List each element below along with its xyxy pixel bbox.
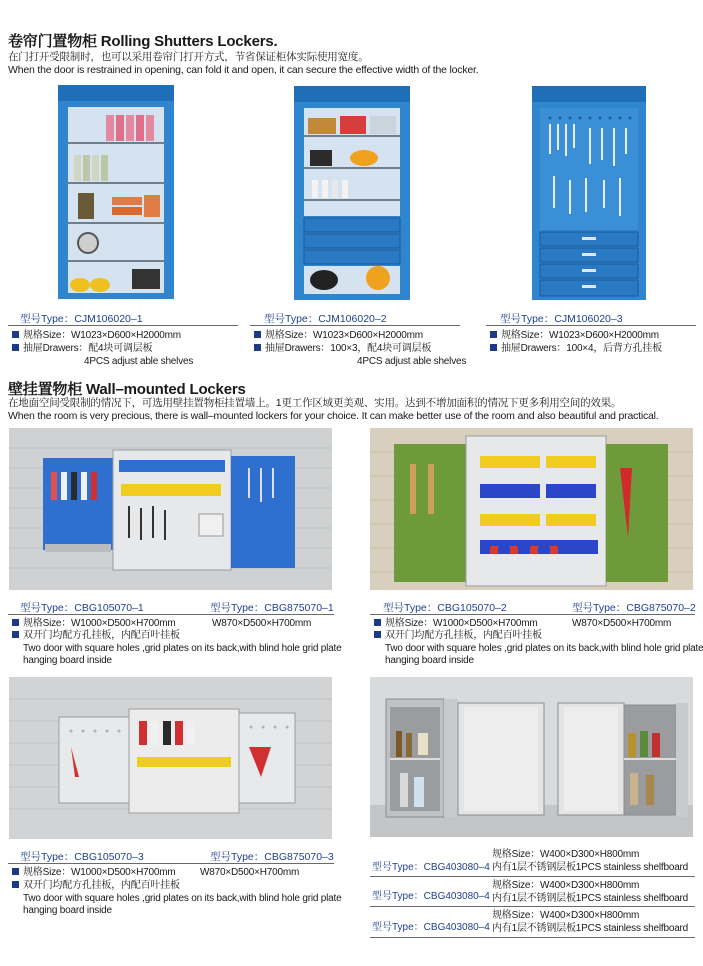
wall-cabinet-1-model-b: 型号Type：CBG875070–1 (210, 602, 334, 614)
section2-desc-en: When the room is very precious, there is wall–mounted lockers for your choice. It can make better use of the room and also beautiful and practical. (8, 410, 659, 422)
stainless-2-size: 规格Size：W400×D300×H800mm (492, 880, 640, 891)
locker-1-model: 型号Type：CJM106020–1 (20, 313, 143, 325)
wall-cabinet-image-3 (9, 677, 332, 839)
section1-desc-en: When the door is restrained in opening, can fold it and open, it can secure the effective width of the locker. (8, 64, 479, 76)
divider (250, 325, 460, 326)
wall-cabinet-2-model-a: 型号Type：CBG105070–2 (383, 602, 507, 614)
section1-desc-cn: 在门打开受限制时，也可以采用卷帘门打开方式，节省保证柜体实际使用宽度。 (8, 51, 369, 63)
locker-image-2 (292, 84, 412, 302)
wall-cabinet-3-note2: hanging board inside (23, 905, 112, 916)
stainless-2-shelf: 内有1层不锈钢层板1PCS stainless shelfboard (492, 893, 689, 904)
section2-desc-cn: 在地面空间受限制的情况下，可选用壁挂置物柜挂置墙上。1更工作区域更美观、实用。达到不增加面积的情况下更多利用空间的效果。 (8, 397, 622, 409)
divider (370, 614, 695, 615)
section1-title: 卷帘门置物柜 Rolling Shutters Lockers. (8, 33, 278, 50)
wall-cabinet-1-size-a: 规格Size：W1000×D500×H700mm (12, 618, 176, 631)
locker-1-size: 规格Size：W1023×D600×H2000mm (12, 330, 181, 343)
stainless-1-size: 规格Size：W400×D300×H800mm (492, 849, 640, 860)
locker-3-drawers: 抽屉Drawers：100×4，后背方孔挂板 (490, 343, 662, 356)
locker-image-3 (530, 84, 648, 302)
wall-cabinet-1-model-a: 型号Type：CBG105070–1 (20, 602, 144, 614)
wall-cabinet-1-size-b: W870×D500×H700mm (212, 618, 312, 629)
wall-cabinet-3-model-b: 型号Type：CBG875070–3 (210, 851, 334, 863)
wall-cabinet-2-model-b: 型号Type：CBG875070–2 (572, 602, 696, 614)
divider (486, 325, 696, 326)
stainless-1-shelf: 内有1层不锈钢层板1PCS stainless shelfboard (492, 862, 689, 873)
wall-cabinet-1-feature: 双开门均配方孔挂板，内配百叶挂板 (12, 630, 180, 643)
wall-cabinet-3-note1: Two door with square holes ,grid plates on its back,with blind hole grid plate (23, 893, 342, 904)
wall-cabinet-2-size-a: 规格Size：W1000×D500×H700mm (374, 618, 538, 631)
locker-1-drawers: 抽屉Drawers：配4块可调层板 (12, 343, 152, 356)
wall-cabinet-2-size-b: W870×D500×H700mm (572, 618, 672, 629)
stainless-cabinet-image (370, 677, 693, 837)
locker-3-model: 型号Type：CJM106020–3 (500, 313, 623, 325)
wall-cabinet-3-size-b: W870×D500×H700mm (200, 867, 300, 878)
locker-2-size: 规格Size：W1023×D600×H2000mm (254, 330, 423, 343)
divider (8, 325, 238, 326)
wall-cabinet-image-2 (370, 428, 693, 590)
wall-cabinet-2-feature: 双开门均配方孔挂板，内配百叶挂板 (374, 630, 542, 643)
locker-3-size: 规格Size：W1023×D600×H2000mm (490, 330, 659, 343)
locker-2-extra: 4PCS adjust able shelves (357, 356, 467, 367)
stainless-2-model: 型号Type：CBG403080–4 (372, 891, 490, 902)
divider (370, 937, 695, 938)
wall-cabinet-2-note1: Two door with square holes ,grid plates on its back,with blind hole grid plate (385, 643, 703, 654)
wall-cabinet-1-note1: Two door with square holes ,grid plates on its back,with blind hole grid plate (23, 643, 342, 654)
locker-image-1 (56, 83, 176, 301)
stainless-1-model: 型号Type：CBG403080–4 (372, 862, 490, 873)
locker-2-drawers: 抽屉Drawers：100×3，配4块可调层板 (254, 343, 431, 356)
wall-cabinet-2-note2: hanging board inside (385, 655, 474, 666)
divider (370, 876, 695, 877)
wall-cabinet-3-size-a: 规格Size：W1000×D500×H700mm (12, 867, 176, 880)
wall-cabinet-image-1 (9, 428, 332, 590)
wall-cabinet-1-note2: hanging board inside (23, 655, 112, 666)
divider (8, 614, 334, 615)
wall-cabinet-3-feature: 双开门均配方孔挂板，内配百叶挂板 (12, 880, 180, 893)
stainless-3-model: 型号Type：CBG403080–4 (372, 922, 490, 933)
section2-title: 壁挂置物柜 Wall–mounted Lockers (8, 381, 246, 398)
divider (370, 906, 695, 907)
locker-1-extra: 4PCS adjust able shelves (84, 356, 194, 367)
locker-2-model: 型号Type：CJM106020–2 (264, 313, 387, 325)
stainless-3-shelf: 内有1层不锈钢层板1PCS stainless shelfboard (492, 923, 689, 934)
divider (8, 863, 334, 864)
stainless-3-size: 规格Size：W400×D300×H800mm (492, 910, 640, 921)
wall-cabinet-3-model-a: 型号Type：CBG105070–3 (20, 851, 144, 863)
